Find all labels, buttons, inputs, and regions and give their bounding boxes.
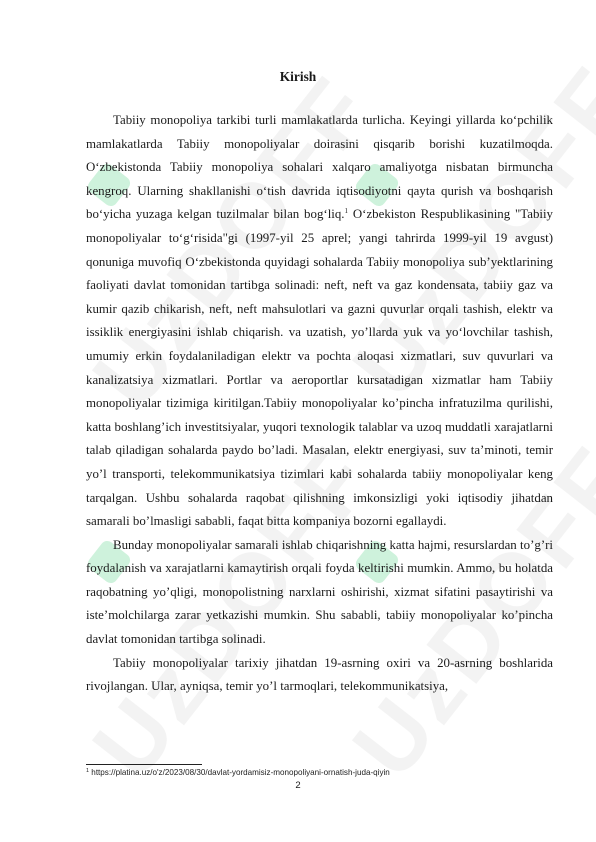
page-number: 2 xyxy=(295,780,301,791)
footnote xyxy=(86,767,553,778)
footnote-link[interactable]: https://platina.uz/o'z/2023/08/30/davlat-yordamisiz-monopoliyani-ornatish-juda-qiyin xyxy=(89,768,390,777)
body-text xyxy=(86,109,553,699)
paragraph-text: O‘zbekiston Respublikasining "Tabiiy monopoliyalar to‘g‘risida"gi (1997-yil 25 aprel; yangi tahrirda 1999-yil 19 avgust) qonuniga muvofiq O‘zbekistonda quyidagi sohalarda Tabiiy monopoliya sub’yektlarining faoliyati davlat tomonidan tartibga solinadi: neft, neft va gaz kondensata, tabiiy gaz va kumir qazib chikarish, neft, neft mahsulotlari va gazni quvurlar orqali tashish, elektr va issiklik energiyasini ishlab chiqarish. va uzatish, yo’llarda yuk va yo‘lovchilar tashish, umumiy erkin foydalaniladigan elektr va pochta aloqasi xizmatlari, suv quvurlari va kanalizatsiya xizmatlari. Portlar va aeroportlar kursatadigan xizmatlar ham Tabiiy monopoliyalar tizimiga kiritilgan.Tabiiy monopoliyalar ko’pincha infratuzilma qurilishi, katta boshlang’ich investitsiyalar, yuqori texnologik talablar va uzoq muddatli xarajatlarni talab qiladigan sohalarda paydo bo’ladi. Masalan, elektr energiyasi, suv ta’minoti, temir yo’l transporti, telekommunikatsiya tizimlari kabi sohalarda tabiiy monopoliyalar keng tarqalgan. Ushbu sohalarda raqobat qilishning imkonsizligi yoki iqtisodiy jihatdan samarali bo’lmasligi sababli, faqat bitta kompaniya bozorni egallaydi. xyxy=(86,207,554,529)
paragraph: Tabiiy monopoliyalar tarixiy jihatdan 19-asrning oxiri va 20-asrning boshlarida rivojlangan. Ular, ayniqsa, temir yo’l tarmoqlari, telekommunikatsiya, xyxy=(86,655,553,694)
paragraph-text: Tabiiy monopoliya tarkibi turli mamlakatlarda turlicha. Keyingi yillarda ko‘pchilik mamlakatlarda Tabiiy monopoliyalar doirasini qisqarib borishi kuzatilmoqda. O‘zbekistonda Tabiiy monopoliya sohalari xalqaro amaliyotga nisbatan birmuncha kengroq. Ularning shakllanishi o‘tish davrida iqtisodiyotni qayta qurish va boshqarish bo‘yicha yuzaga kelgan tuzilmalar bilan bog‘liq. xyxy=(86,113,553,222)
paragraph: Bunday monopoliyalar samarali ishlab chiqarishning katta hajmi, resurslardan to’g’ri foydalanish va xarajatlarni kamaytirish orqali foyda keltirishi mumkin. Ammo, bu holatda raqobatning yo’qligi, monopolistning narxlarni oshirishi, xizmat sifatini pasaytirishi va iste’molchilarga zarar yetkazishi mumkin. Shu sababli, tabiiy monopoliyalar ko’pincha davlat tomonidan tartibga solinadi. xyxy=(86,537,553,647)
footnote-separator xyxy=(86,764,202,765)
section-title: Kirish xyxy=(279,69,317,84)
footnote-reference[interactable]: 1 xyxy=(344,207,349,216)
footnote-number: 1 xyxy=(86,768,90,774)
paragraph xyxy=(86,109,553,534)
